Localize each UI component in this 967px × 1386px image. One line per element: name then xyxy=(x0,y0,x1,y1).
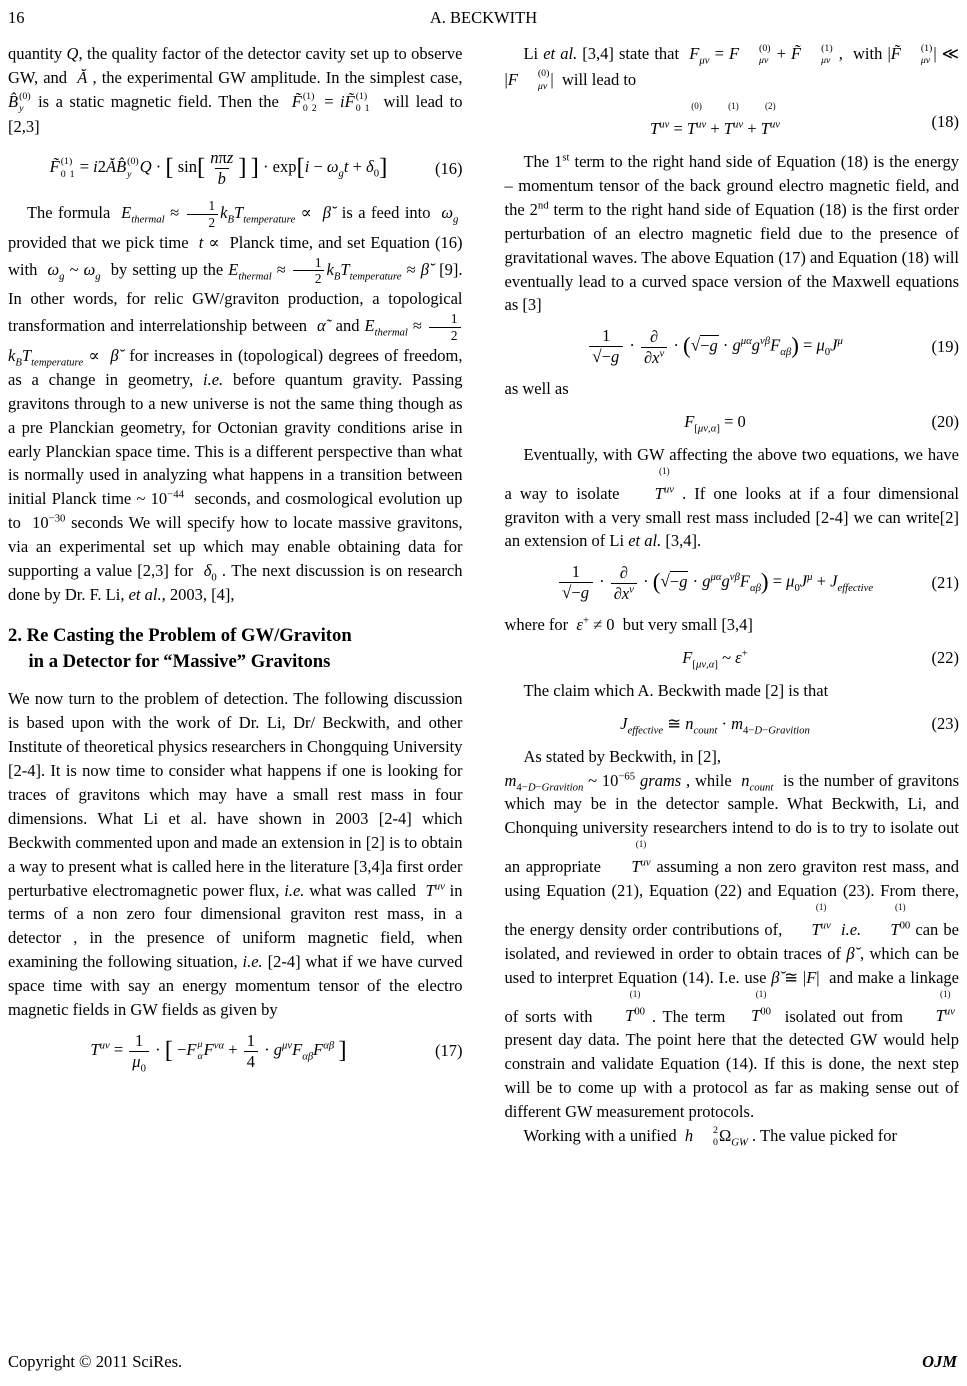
equation-17 xyxy=(8,1031,463,1075)
equation-20 xyxy=(505,410,960,434)
paragraph-claim: The claim which A. Beckwith made [2] is that xyxy=(523,680,829,700)
equation-22-number: (22) xyxy=(931,647,959,667)
paragraph-eventually: Eventually, with GW affecting the above two equations, we have a way to isolate (1) $T^{uv}$ . If one looks at if a four dimensional graviton with a very small rest mass included [2-4] we can write[2] an extension of Li et al. [3,4]. xyxy=(504,444,959,551)
left-column xyxy=(8,42,463,1150)
equation-16 xyxy=(8,148,463,189)
equation-22-body: $F_{[\mu\nu,\alpha]}$ ~ ε+ xyxy=(682,647,748,671)
equation-17-number: (17) xyxy=(435,1041,463,1061)
paragraph-where-for: where for ε+ ≠ 0 but very small [3,4] xyxy=(504,614,753,634)
running-head: A. BECKWITH xyxy=(429,8,538,27)
paragraph-working-with: Working with a unified h 2 0 $\Omega_{GW}$ . The value picked for xyxy=(523,1124,897,1149)
paragraph-quantity-q: quantity Q, the quality factor of the detector cavity set up to observe GW, and Ă , the experimental GW amplitude. In the simplest case, B̂ (0) y is a static magnetic field. Then the F̃ (1) 0 2 = iF̃ (1) 0 1 will lead to [2,3] xyxy=(8,44,463,137)
paragraph-as-stated: As stated by Beckwith, in [2], $m_{4-D-Gravition}$ ~ $10^{-65}$ grams , while $n_{count}$ is the number of gravitons which may be in the detector sample. What Beckwith, Li, and Chonquing university researchers intend to do is to try to isolate out an appropriate (1) $T^{uv}$ assuming a non zero graviton rest mass, and using Equation (21), Equation (22) and Equation (23). From there, the energy density order contributions of, (1) $T^{uv}$ i.e. (1) $T^{00}$ can be isolated, and reviewed in order to obtain traces of β̆ , which can be used to interpret Equation (14). I.e. use β̆ ≅ |F| and make a linkage of sorts with (1) $T^{00}$ . The term (1) $T^{00}$ isolated out from (1) $T^{uv}$ present day data. The point here that the detected GW would help constrain and validate Equation (14). If this is done, the next step will be to come up with a protocol as far as making sense out of different GW measurement protocols. xyxy=(504,746,960,1122)
paragraph-li-et-al: Li et al. [3,4] state that $F_{\mu\nu} = F$ (0) μν + F̃ (1) μν , with |F̃ (1) μν | ≪ |F (0) μν | will lead to xyxy=(504,42,960,92)
section-heading: 2. Re Casting the Problem of GW/Graviton in a Detector for “Massive” Gravitons xyxy=(8,625,352,673)
two-column-body xyxy=(8,42,959,1150)
equation-21-body: $\frac{1}{√-g}$ · $\frac{\partial}{\partial x^\nu}$ · $(√-g \cdot g^{\mu\alpha}g^{\nu\beta}F_{\alpha\beta}) = \mu_0J^\mu + J_{effective}$ xyxy=(505,562,926,604)
equation-18-number: (18) xyxy=(931,111,959,131)
equation-18 xyxy=(505,102,960,141)
right-column xyxy=(505,42,960,1150)
journal-abbrev: OJM xyxy=(922,1352,957,1372)
equation-20-body: $F_{[\mu\nu,\alpha]} = 0$ xyxy=(684,411,746,435)
equation-16-number: (16) xyxy=(435,158,463,178)
equation-19 xyxy=(505,326,960,368)
page-footer xyxy=(8,1350,957,1374)
paragraph-we-now-turn: We now turn to the problem of detection. The following discussion is based upon with the work of Dr. Li, Dr/ Beckwith, and other Institute of theoretical physics researchers in Chongquing University [2-4]. It is now time to consider what happens if one is looking for traces of gravitons which may have a small rest mass in four dimensions. What Li et al. have shown in 2003 [2-4] which Beckwith commented upon and made an extension in [2] is to obtain a way to present what is called here in the literature [3,4]a first order perturbative electromagnetic power flux, i.e. what was called $T^{uv}$ in terms of a non zero four dimensional graviton rest mass, in a detector , in the presence of uniform magnetic field, when examining the following situation, i.e. [2-4] what if we have curved space time with say an energy momentum tensor of the electro magnetic fields in GW fields as given by xyxy=(8,689,463,1020)
paragraph-as-well-as: as well as xyxy=(504,378,569,398)
equation-19-number: (19) xyxy=(931,337,959,357)
equation-21 xyxy=(505,562,960,604)
paragraph-first-term: The 1st term to the right hand side of Equation (18) is the energy – momentum tensor of the back ground electro magnetic field, and the 2nd term to the right hand side of Equation (18) is the first order perturbation of an electro magnetic field due to the presence of gravitational waves. The above Equation (17) and Equation (18) will eventually lead to a curved space version of the Maxwell equations as [3] xyxy=(504,151,960,315)
equation-20-number: (20) xyxy=(931,411,959,431)
equation-16-body: F̃ (1) 0 1 = i2ĂB̂ (0) y Q · [ sin[ $\frac{\text{nπz}}{b}$ ] ] · $\exp[i - \omega_gt + \delta_0]$ xyxy=(49,148,388,189)
equation-19-body: $\frac{1}{√-g}$ · $\frac{\partial}{\partial x^\nu}$ · $(√-g \cdot g^{\mu\alpha}g^{\nu\beta}F_{\alpha\beta}) = \mu_0J^\mu$ xyxy=(505,326,926,368)
equation-17-body: $T^{uv}$ = $\frac{1}{\mu_0}$ · [ −F μ α $F^{\nu\alpha}$ + $\frac{1}{4}$ · $g^{\mu\nu}F_{\alpha\beta}F^{\alpha\beta}$ ] xyxy=(90,1031,347,1075)
equation-23 xyxy=(505,712,960,736)
page-header xyxy=(8,6,959,30)
equation-18-body: $T^{uv}$ = (0) $T^{uv}$ + (1) $T^{uv}$ + (2) $T^{uv}$ xyxy=(650,101,780,139)
equation-23-body: $J_{effective}$ ≅ $n_{count} \cdot m_{4-D-Gravition}$ xyxy=(620,713,810,736)
paragraph-the-formula: The formula $E_{thermal}$ ≈ $\frac{1}{2}$ $k_BT_{temperature}$ ∝ β̆ is a feed into $\omega_g$ provided that we pick time t ∝ Planck time, and set Equation (16) with $\omega_g$ ~ $\omega_g$ by setting up the $E_{thermal}$ ≈ $\frac{1}{2}$ $k_BT_{temperature}$ ≈ β̆ [9]. In other words, for relic GW/graviton production, a topological transformation and interrelationship between α̃ and $E_{thermal}$ ≈ $\frac{1}{2}$ $k_BT_{temperature}$ ∝ β̆ for increases in (topological) degrees of freedom, as a change in geometry, i.e. before quantum gravity. Passing gravitons through to a new universe is not the same thing though as a pre Planckian geometry, for Octonian gravity conditions arise in early Planckian space time. This is a different perspective than what is normally used in analyzing what happens in a transition between initial Planck time ~ $10^{-44}$ seconds, and cosmological evolution up to $10^{-30}$ seconds We will specify how to locate massive gravitons, via an experimental set up which may enable obtaining data for supporting a value [2,3] for $\delta_0$ . The next discussion is on research done by Dr. F. Li, et al., 2003, [4], xyxy=(8,197,463,605)
equation-21-number: (21) xyxy=(931,573,959,593)
equation-22 xyxy=(505,646,960,670)
page-number: 16 xyxy=(8,8,25,27)
copyright-notice: Copyright © 2011 SciRes. xyxy=(8,1352,183,1372)
equation-23-number: (23) xyxy=(931,713,959,733)
